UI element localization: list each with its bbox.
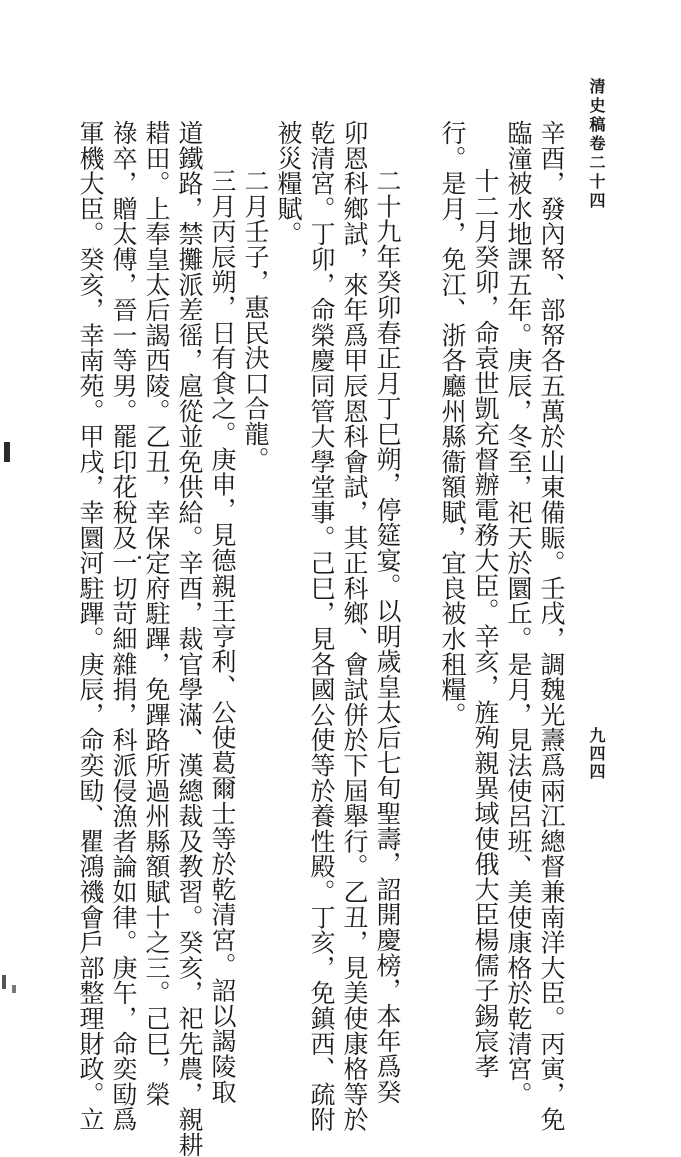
page-number: 九四四 xyxy=(587,727,606,781)
text-column-13: 祿卒，贈太傅，晉一等男。罷印花稅及一切苛細雜捐，科派侵漁者論如律。庚午，命奕劻爲 xyxy=(109,120,138,1132)
text-column-9: 二月壬子，惠民決口合龍。 xyxy=(241,168,270,472)
ink-speck xyxy=(138,556,141,559)
text-column-4: 行。是月，免江、浙各廳州縣衞額賦，宜良被水租糧。 xyxy=(438,120,467,728)
text-column-6: 卯恩科鄉試，來年爲甲辰恩科會試，其正科鄉、會試併於下屆舉行。乙丑，見美使康格等於 xyxy=(340,120,369,1132)
text-column-5: 二十九年癸卯春正月丁巳朔，停筵宴。以明歲皇太后七旬聖壽，詔開慶榜，本年爲癸 xyxy=(373,168,402,1105)
text-column-8: 被災糧賦。 xyxy=(274,120,303,247)
text-column-10: 三月丙辰朔，日有食之。庚申，見德親王亨利、公使葛爾士等於乾清宮。詔以謁陵取 xyxy=(208,168,237,1105)
text-column-11: 道鐵路，禁攤派差徭，扈從並免供給。辛酉，裁官學滿、漢總裁及教習。癸亥，祀先農，親耕 xyxy=(175,120,204,1157)
scan-artifact xyxy=(12,985,16,993)
scan-artifact xyxy=(2,975,6,989)
text-column-14: 軍機大臣。癸亥，幸南苑。甲戌，幸圜河駐蹕。庚辰，命奕劻、瞿鴻禨會戶部整理財政。立 xyxy=(76,120,105,1132)
text-column-3: 十二月癸卯，命袁世凱充督辦電務大臣。辛亥，旌殉親異域使俄大臣楊儒子錫宸孝 xyxy=(471,168,500,1079)
text-column-1: 辛酉，發內帑、部帑各五萬於山東備賑。壬戌，調魏光燾爲兩江總督兼南洋大臣。丙寅，免 xyxy=(537,120,566,1132)
text-column-7: 乾清宮。丁卯，命榮慶同管大學堂事。己巳，見各國公使等於養性殿。丁亥，免鎮西、疏附 xyxy=(307,120,336,1132)
text-column-2: 臨潼被水地課五年。庚辰，冬至，祀天於圜丘。是月，見法使呂班、美使康格於乾清宮。 xyxy=(504,120,533,1107)
binding-mark xyxy=(4,442,10,462)
text-column-12: 耤田。上奉皇太后謁西陵。乙丑，幸保定府駐蹕，免蹕路所過州縣額賦十之三。己巳，榮 xyxy=(142,120,171,1107)
running-title: 清史稿卷二十四 xyxy=(587,78,606,211)
